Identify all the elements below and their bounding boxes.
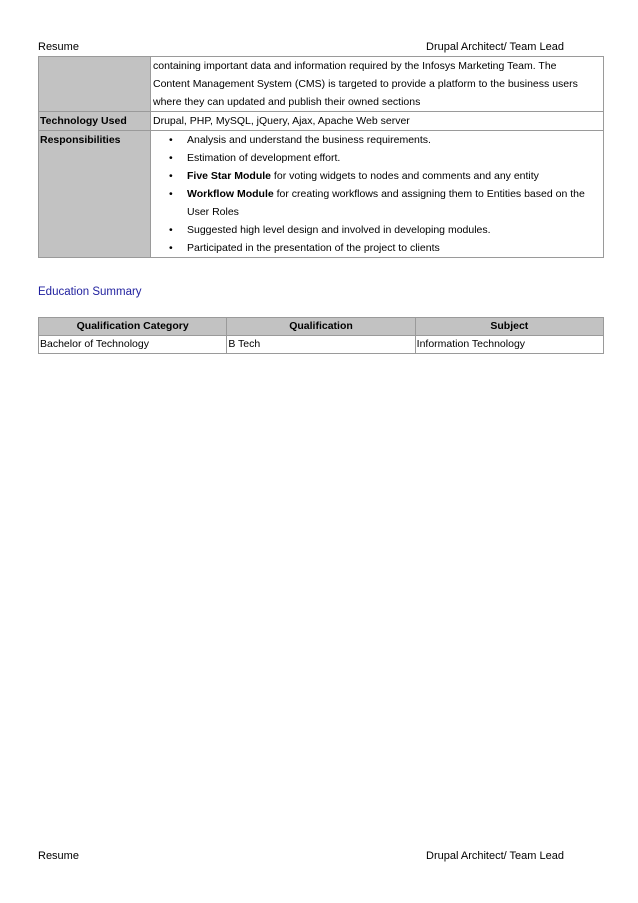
responsibility-text: for creating workflows and assigning them to Entities based on the User Roles xyxy=(187,188,585,218)
column-header-qualification-category: Qualification Category xyxy=(39,318,227,336)
project-description-label-cell xyxy=(39,57,151,112)
bullet-icon: • xyxy=(169,170,173,182)
education-summary-heading: Education Summary xyxy=(38,286,142,298)
responsibility-text: Suggested high level design and involved in developing modules. xyxy=(187,224,491,236)
responsibilities-label: Responsibilities xyxy=(39,131,151,258)
technology-label: Technology Used xyxy=(39,112,151,131)
bullet-icon: • xyxy=(169,224,173,236)
responsibility-text: for voting widgets to nodes and comments and any entity xyxy=(271,170,539,182)
bullet-icon: • xyxy=(169,188,173,200)
responsibilities-cell xyxy=(151,131,604,258)
footer-resume-label: Resume xyxy=(38,850,79,862)
footer-role-title: Drupal Architect/ Team Lead xyxy=(426,850,564,862)
technology-value: Drupal, PHP, MySQL, jQuery, Ajax, Apache Web server xyxy=(151,112,604,131)
responsibility-bold: Five Star Module xyxy=(187,170,272,182)
project-description-line: containing important data and information required by the Infosys Marketing Team. The xyxy=(153,60,557,72)
header-resume-label: Resume xyxy=(38,41,79,53)
responsibility-bold: Workflow Module xyxy=(187,188,274,200)
technology-row xyxy=(39,112,604,131)
qualification-cell: B Tech xyxy=(227,336,415,354)
responsibility-text: Analysis and understand the business requirements. xyxy=(187,134,431,146)
project-description-cell xyxy=(151,57,604,112)
responsibility-item xyxy=(169,167,601,185)
education-table xyxy=(38,317,604,354)
responsibility-item xyxy=(169,221,601,239)
project-description-row xyxy=(39,57,604,112)
responsibility-text: Estimation of development effort. xyxy=(187,152,341,164)
project-details-table xyxy=(38,56,604,258)
table-row xyxy=(39,336,604,354)
bullet-icon: • xyxy=(169,152,173,164)
responsibilities-list xyxy=(153,131,601,257)
responsibilities-row xyxy=(39,131,604,258)
responsibility-item xyxy=(169,185,601,221)
responsibility-text: Participated in the presentation of the project to clients xyxy=(187,242,440,254)
column-header-qualification: Qualification xyxy=(227,318,415,336)
bullet-icon: • xyxy=(169,242,173,254)
project-description-line: Content Management System (CMS) is targeted to provide a platform to the business users xyxy=(153,78,578,90)
subject-cell: Information Technology xyxy=(415,336,603,354)
education-header-row xyxy=(39,318,604,336)
responsibility-item xyxy=(169,239,601,257)
responsibility-item xyxy=(169,149,601,167)
project-description-line: where they can updated and publish their owned sections xyxy=(153,96,421,108)
column-header-subject: Subject xyxy=(415,318,603,336)
qualification-category-cell: Bachelor of Technology xyxy=(39,336,227,354)
header-role-title: Drupal Architect/ Team Lead xyxy=(426,41,564,53)
bullet-icon: • xyxy=(169,134,173,146)
responsibility-item xyxy=(169,131,601,149)
